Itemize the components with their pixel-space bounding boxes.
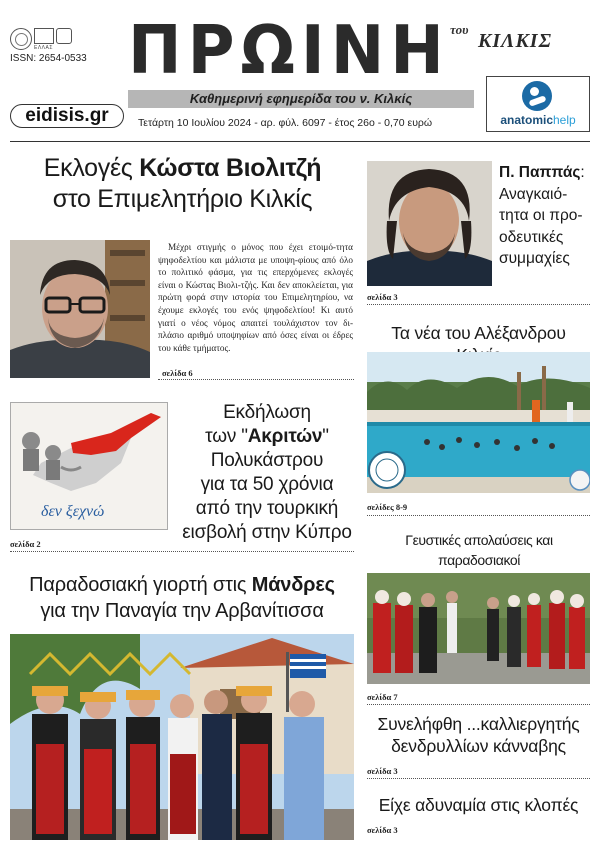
pappas-headline[interactable]: Π. Παππάς: Αναγκαιό- τητα οι προ- οδευτικές συμμαχίες — [499, 164, 585, 267]
divider — [367, 704, 590, 705]
alexandrou-pool-photo — [367, 352, 590, 493]
divider — [367, 515, 590, 516]
kannavis-page-ref[interactable]: σελίδα 3 — [367, 766, 398, 776]
main-headline[interactable]: Εκλογές Κώστα Βιολιτζή στο Επιμελητήριο Κιλκίς — [43, 154, 322, 213]
newspaper-logo: ΠΡΩΙΝΗ — [128, 12, 450, 90]
logo-tou: του — [450, 22, 469, 37]
akriton-cyprus-image — [10, 402, 168, 530]
klopes-page-ref[interactable]: σελίδα 3 — [367, 825, 398, 835]
logo-place: ΚΙΛΚΙΣ — [478, 30, 552, 52]
klopes-headline[interactable]: Είχε αδυναμία στις κλοπές — [378, 795, 579, 815]
issn: ISSN: 2654-0533 — [10, 53, 87, 64]
divider — [10, 551, 354, 552]
seal-emblem-icon — [56, 28, 72, 44]
mandres-headline[interactable]: Παραδοσιακή γιορτή στις Μάνδρες για την Παναγία την Αρβανίτισσα — [29, 574, 335, 622]
pita-dancers-photo — [367, 573, 590, 684]
pappas-photo — [367, 161, 492, 286]
pita-page-ref[interactable]: σελίδα 7 — [367, 692, 398, 702]
akriton-image-caption: δεν ξεχνώ — [41, 503, 105, 520]
seal-circle-icon — [10, 28, 32, 50]
ad-brand: anatomichelp — [500, 113, 576, 127]
tagline: Καθημερινή εφημερίδα του ν. Κιλκίς — [128, 90, 474, 108]
alexandrou-page-ref[interactable]: σελίδες 8-9 — [367, 502, 408, 512]
anatomic-logo-icon — [522, 81, 552, 111]
masthead-divider — [10, 141, 590, 142]
divider — [367, 778, 590, 779]
kannavis-headline[interactable]: Συνελήφθη ...καλλιεργητής δενδρυλλίων κάνναβης — [377, 714, 580, 756]
pita-headline[interactable]: Γευστικές απολαύσεις και παραδοσιακοί — [405, 532, 553, 568]
akriton-page-ref[interactable]: σελίδα 2 — [10, 539, 41, 549]
violitzis-photo — [10, 240, 150, 378]
mandres-festival-photo — [10, 634, 354, 840]
divider — [367, 304, 590, 305]
dateline: Τετάρτη 10 Ιουλίου 2024 - αρ. φύλ. 6097 - έτος 26ο - 0,70 ευρώ — [138, 117, 433, 129]
divider — [158, 379, 354, 380]
website-link[interactable]: eidisis.gr — [10, 104, 124, 128]
pappas-page-ref[interactable]: σελίδα 3 — [367, 292, 398, 302]
ad-anatomichelp[interactable] — [486, 76, 590, 132]
seal-stamp-icon — [34, 28, 54, 44]
main-body: Μέχρι στιγμής ο μόνος που έχει ετοιμό-τητα ψηφοδελτίου και μάλιστα με υποψη-φίους από όλο το πολιτικό φάσμα, για τις επερχόμενες εκλογές είναι ο Κώστας Βιολι-τζής. Και δεν αποκλείεται, για πρώτη φορά στην ιστορία του Επιμελητηρίου, να έχουμε εκλογές του ενός ψηφοδελτίου! Κι αυτό γιατί ο νέος νόμος απαιτεί τουλάχιστον τον δι-πλάσιο αριθμό υποψηφίων από όσες είναι οι έδρες του κάθε τμήματος. — [158, 242, 353, 353]
akriton-headline[interactable]: Εκδήλωση των "Ακριτών" Πολυκάστρου για τα 50 χρόνια από την τουρκική εισβολή στην Κύπρο — [182, 402, 352, 543]
seal-text: ΕΛΛΑΣ — [34, 45, 53, 51]
main-page-ref[interactable]: σελίδα 6 — [162, 368, 193, 378]
alexandrou-headline[interactable]: Τα νέα του Αλέξανδρου — [391, 323, 566, 343]
